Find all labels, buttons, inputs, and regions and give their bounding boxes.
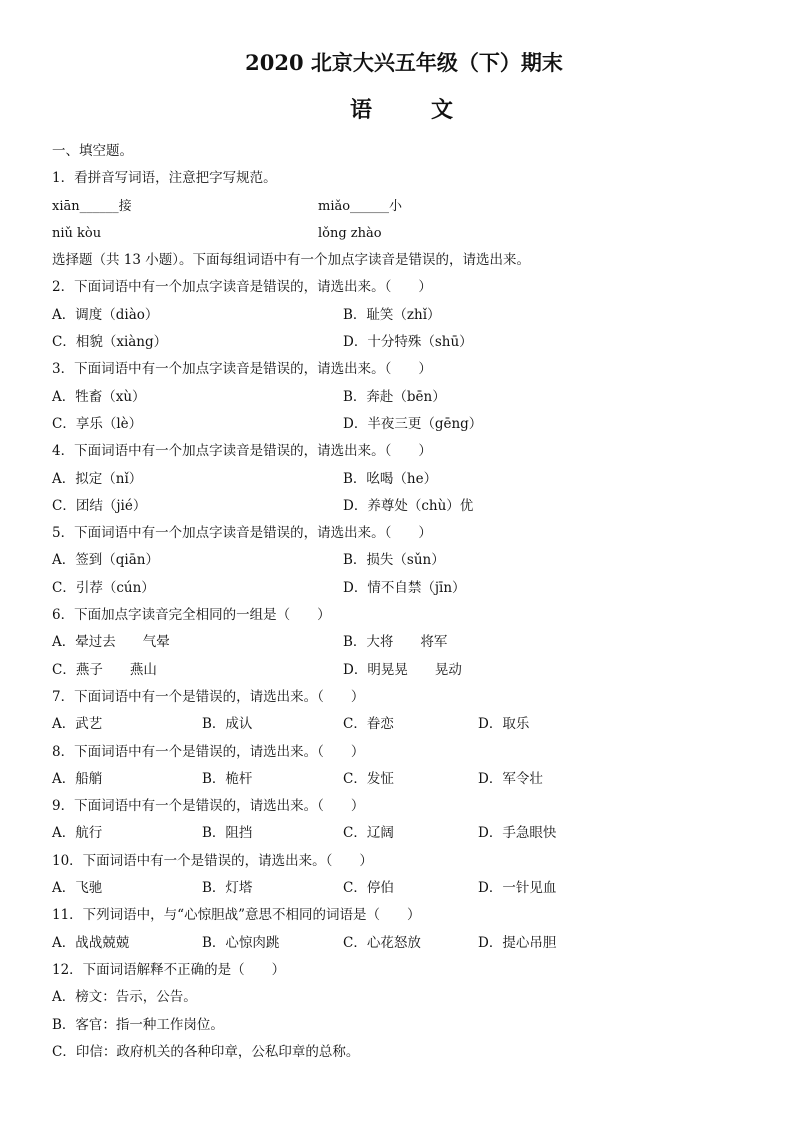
exam-content bbox=[0, 138, 794, 1066]
question-10-option-b: B．灯塔 bbox=[202, 880, 253, 897]
question-12-option-b: B．客官：指一种工作岗位。 bbox=[52, 1016, 224, 1033]
section-heading-row bbox=[0, 138, 794, 165]
question-10-option-d: D．一针见血 bbox=[478, 880, 557, 897]
question-11-option-b: B．心惊肉跳 bbox=[202, 934, 280, 951]
question-6-option-c: C．燕子 燕山 bbox=[52, 661, 157, 678]
question-8-option-a: A．船艄 bbox=[52, 770, 103, 787]
question-11-stem: 11．下列词语中，与“心惊胆战”意思不相同的词语是（ ） bbox=[52, 907, 421, 924]
question-2-stem: 2．下面词语中有一个加点字读音是错误的，请选出来。（ ） bbox=[52, 279, 432, 296]
subject-title: 语 文 bbox=[349, 97, 458, 123]
question-7-row bbox=[0, 684, 794, 711]
question-10-stem: 10．下面词语中有一个是错误的，请选出来。（ ） bbox=[52, 852, 373, 869]
question-6-options-cd bbox=[0, 657, 794, 684]
question-5-option-c: C．引荐（cún） bbox=[52, 579, 155, 596]
question-11-option-c: C．心花怒放 bbox=[343, 934, 421, 951]
question-3-options-ab bbox=[0, 384, 794, 411]
question-12-row bbox=[0, 957, 794, 984]
question-9-option-a: A．航行 bbox=[52, 825, 103, 842]
question-4-stem: 4．下面词语中有一个加点字读音是错误的，请选出来。（ ） bbox=[52, 443, 432, 460]
pinyin-item-xian: xiān______接 bbox=[52, 198, 132, 214]
question-7-option-d: D．取乐 bbox=[478, 716, 530, 733]
question-8-row bbox=[0, 739, 794, 766]
page-title: 2020 北京大兴五年级（下）期末 bbox=[245, 50, 563, 75]
question-10-option-c: C．停伯 bbox=[343, 880, 394, 897]
pinyin-item-longzhao: lǒng zhào bbox=[318, 225, 382, 241]
question-5-options-cd bbox=[0, 575, 794, 602]
question-7-option-a: A．武艺 bbox=[52, 716, 103, 733]
question-11-option-d: D．提心吊胆 bbox=[478, 934, 557, 951]
question-6-stem: 6．下面加点字读音完全相同的一组是（ ） bbox=[52, 607, 331, 624]
question-9-option-c: C．辽阔 bbox=[343, 825, 394, 842]
question-9-row bbox=[0, 793, 794, 820]
question-12-option-c: C．印信：政府机关的各种印章，公私印章的总称。 bbox=[52, 1043, 360, 1060]
question-4-options-ab bbox=[0, 466, 794, 493]
question-6-row bbox=[0, 602, 794, 629]
question-3-option-d: D．半夜三更（gēng） bbox=[343, 415, 483, 432]
question-8-stem: 8．下面词语中有一个是错误的，请选出来。（ ） bbox=[52, 743, 365, 760]
question-12-option-c-row bbox=[0, 1039, 794, 1066]
question-2-options-cd bbox=[0, 329, 794, 356]
question-12-option-b-row bbox=[0, 1012, 794, 1039]
pinyin-item-niukou: niǔ kòu bbox=[52, 225, 102, 241]
pinyin-item-miao: miǎo______小 bbox=[318, 198, 403, 214]
question-4-row bbox=[0, 438, 794, 465]
question-7-stem: 7．下面词语中有一个是错误的，请选出来。（ ） bbox=[52, 688, 365, 705]
question-11-options bbox=[0, 930, 794, 957]
question-7-option-c: C．眷恋 bbox=[343, 716, 394, 733]
question-4-option-a: A．拟定（nǐ） bbox=[52, 470, 143, 487]
question-5-options-ab bbox=[0, 547, 794, 574]
question-1-stem: 1．看拼音写词语，注意把字写规范。 bbox=[52, 170, 277, 187]
question-9-option-d: D．手急眼快 bbox=[478, 825, 557, 842]
pinyin-row-1 bbox=[0, 193, 794, 220]
question-2-option-d: D．十分特殊（shū） bbox=[343, 334, 473, 351]
question-5-row bbox=[0, 520, 794, 547]
question-2-options-ab bbox=[0, 302, 794, 329]
question-2-row bbox=[0, 274, 794, 301]
pinyin-row-2 bbox=[0, 220, 794, 247]
question-4-option-b: B．吆喝（he） bbox=[343, 470, 438, 487]
question-2-option-b: B．耻笑（zhǐ） bbox=[343, 306, 441, 323]
question-9-stem: 9．下面词语中有一个是错误的，请选出来。（ ） bbox=[52, 798, 365, 815]
question-3-option-c: C．享乐（lè） bbox=[52, 415, 143, 432]
question-8-option-c: C．发怔 bbox=[343, 770, 394, 787]
question-3-options-cd bbox=[0, 411, 794, 438]
question-6-options-ab bbox=[0, 629, 794, 656]
choice-intro-row bbox=[0, 247, 794, 274]
question-3-option-b: B．奔赴（bēn） bbox=[343, 388, 446, 405]
question-8-option-b: B．桅杆 bbox=[202, 770, 253, 787]
question-9-option-b: B．阻挡 bbox=[202, 825, 253, 842]
question-5-stem: 5．下面词语中有一个加点字读音是错误的，请选出来。（ ） bbox=[52, 525, 432, 542]
question-11-row bbox=[0, 902, 794, 929]
question-6-option-b: B．大将 将军 bbox=[343, 634, 448, 651]
question-12-option-a: A．榜文：告示，公告。 bbox=[52, 989, 197, 1006]
question-2-option-a: A．调度（diào） bbox=[52, 306, 159, 323]
question-10-options bbox=[0, 875, 794, 902]
question-8-options bbox=[0, 766, 794, 793]
question-10-option-a: A．飞驰 bbox=[52, 880, 103, 897]
question-3-row bbox=[0, 356, 794, 383]
question-1-row bbox=[0, 165, 794, 192]
question-7-option-b: B．成认 bbox=[202, 716, 253, 733]
question-2-option-c: C．相貌（xiàng） bbox=[52, 334, 168, 351]
question-8-option-d: D．军令壮 bbox=[478, 770, 543, 787]
question-12-stem: 12．下面词语解释不正确的是（ ） bbox=[52, 961, 286, 978]
question-4-option-d: D．养尊处（chù）优 bbox=[343, 497, 474, 514]
question-12-option-a-row bbox=[0, 984, 794, 1011]
question-4-option-c: C．团结（jié） bbox=[52, 497, 147, 514]
question-3-stem: 3．下面词语中有一个加点字读音是错误的，请选出来。（ ） bbox=[52, 361, 432, 378]
question-5-option-d: D．情不自禁（jīn） bbox=[343, 579, 466, 596]
question-7-options bbox=[0, 711, 794, 738]
question-10-row bbox=[0, 848, 794, 875]
question-3-option-a: A．牲畜（xù） bbox=[52, 388, 146, 405]
question-6-option-a: A．晕过去 气晕 bbox=[52, 634, 170, 651]
question-9-options bbox=[0, 820, 794, 847]
question-4-options-cd bbox=[0, 493, 794, 520]
question-5-option-a: A．签到（qiān） bbox=[52, 552, 159, 569]
choice-section-intro: 选择题（共 13 小题）。下面每组词语中有一个加点字读音是错误的，请选出来。 bbox=[52, 252, 531, 269]
question-6-option-d: D．明晃晃 晃动 bbox=[343, 661, 462, 678]
question-11-option-a: A．战战兢兢 bbox=[52, 934, 130, 951]
section-heading: 一、填空题。 bbox=[52, 143, 133, 159]
question-5-option-b: B．损失（sǔn） bbox=[343, 552, 445, 569]
